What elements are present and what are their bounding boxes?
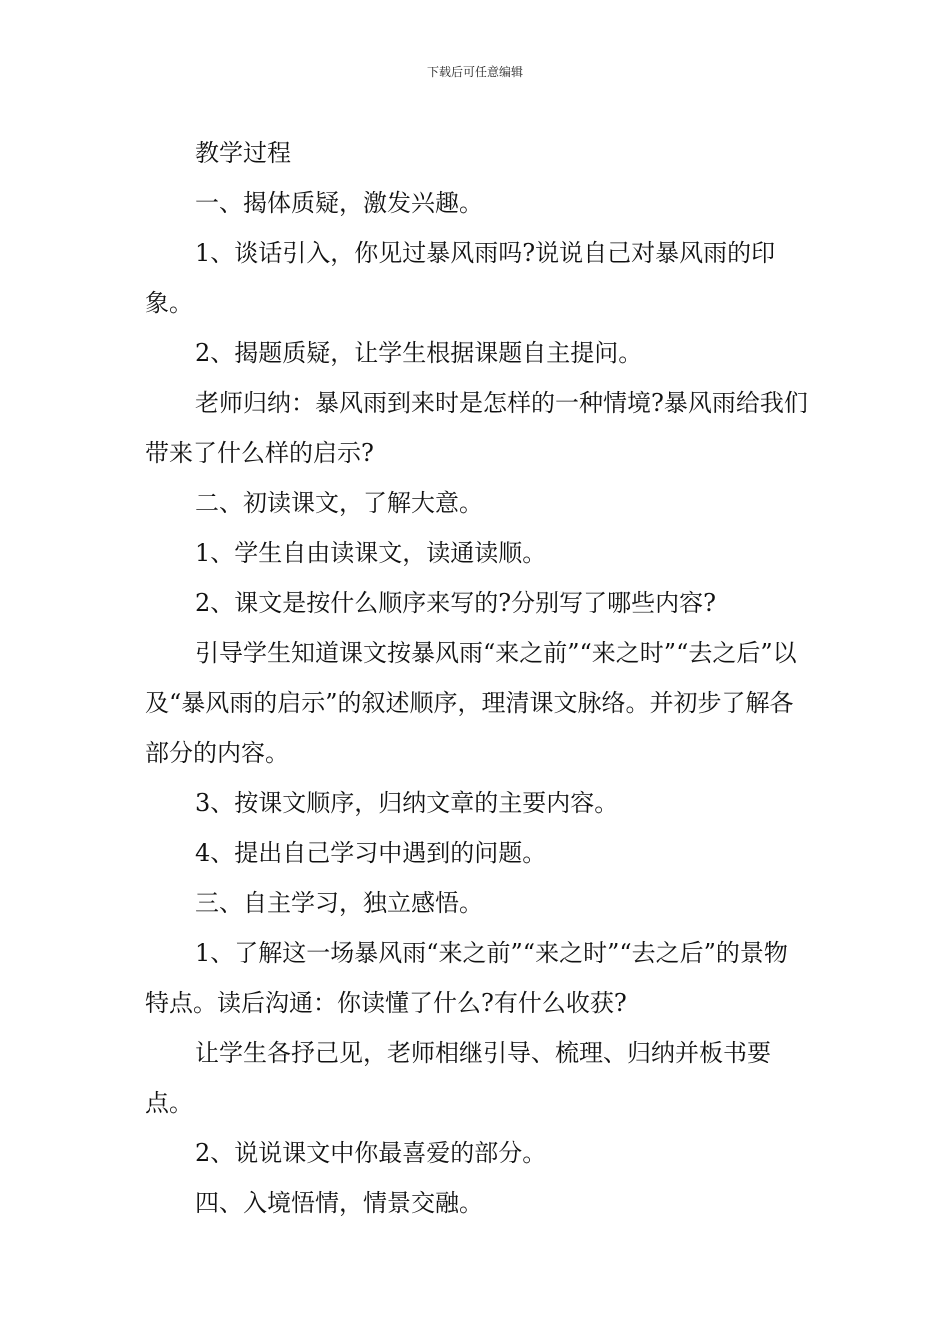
paragraph: 引导学生知道课文按暴风雨“来之前”“来之时”“去之后”以及“暴风雨的启示”的叙述顺序，理清课文脉络。并初步了解各部分的内容。 bbox=[145, 639, 797, 767]
paragraph: 2、说说课文中你最喜爱的部分。 bbox=[195, 1139, 547, 1167]
section-title-4: 四、入境悟情，情景交融。 bbox=[195, 1189, 483, 1217]
document-body bbox=[145, 128, 810, 1228]
page-header: 下载后可任意编辑 bbox=[426, 65, 523, 79]
section-title-2: 二、初读课文，了解大意。 bbox=[195, 489, 483, 517]
paragraph: 让学生各抒己见，老师相继引导、梳理、归纳并板书要点。 bbox=[145, 1039, 771, 1117]
section-title-1: 一、揭体质疑，激发兴趣。 bbox=[195, 189, 483, 217]
paragraph: 3、按课文顺序，归纳文章的主要内容。 bbox=[195, 789, 619, 817]
paragraph: 2、课文是按什么顺序来写的?分别写了哪些内容? bbox=[195, 589, 717, 617]
section-heading: 教学过程 bbox=[195, 139, 291, 167]
paragraph: 4、提出自己学习中遇到的问题。 bbox=[195, 839, 547, 867]
paragraph: 1、学生自由读课文，读通读顺。 bbox=[195, 539, 547, 567]
paragraph: 1、谈话引入，你见过暴风雨吗?说说自己对暴风雨的印象。 bbox=[145, 239, 776, 317]
section-title-3: 三、自主学习，独立感悟。 bbox=[195, 889, 483, 917]
paragraph: 老师归纳：暴风雨到来时是怎样的一种情境?暴风雨给我们带来了什么样的启示? bbox=[145, 389, 808, 467]
paragraph: 2、揭题质疑，让学生根据课题自主提问。 bbox=[195, 339, 643, 367]
paragraph: 1、了解这一场暴风雨“来之前”“来之时”“去之后”的景物特点。读后沟通：你读懂了什么?有什么收获? bbox=[145, 939, 788, 1017]
